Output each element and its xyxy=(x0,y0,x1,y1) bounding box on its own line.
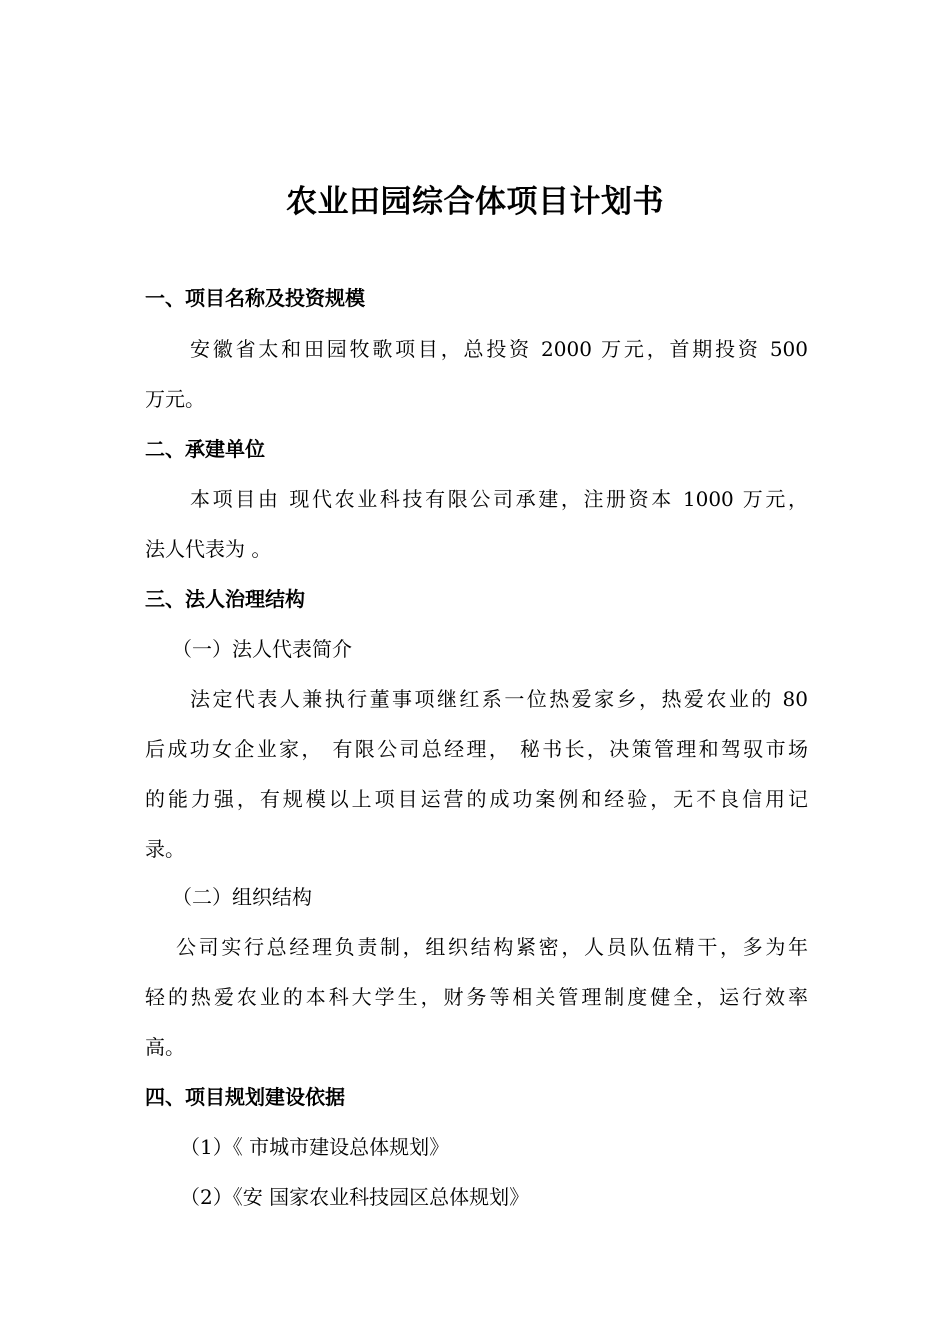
paragraph-organization-line: 轻的热爱农业的本科大学生，财务等相关管理制度健全，运行效率 xyxy=(145,985,808,1009)
paragraph-legal-rep-line: 的能力强，有规模以上项目运营的成功案例和经验，无不良信用记 xyxy=(145,787,808,811)
paragraph-investment-line: 安徽省太和田园牧歌项目，总投资 2000 万元，首期投资 500 xyxy=(190,337,808,361)
paragraph-legal-rep-line: 后成功女企业家， 有限公司总经理， 秘书长，决策管理和驾驭市场 xyxy=(145,737,808,761)
paragraph-investment-line: 万元。 xyxy=(145,387,205,411)
section-heading-governance: 三、法人治理结构 xyxy=(145,587,305,611)
section-heading-contractor: 二、承建单位 xyxy=(145,437,265,461)
section-heading-planning-basis: 四、项目规划建设依据 xyxy=(145,1085,345,1109)
section-heading-investment: 一、项目名称及投资规模 xyxy=(145,286,365,310)
paragraph-contractor-line: 法人代表为 。 xyxy=(145,537,272,561)
paragraph-contractor-line: 本项目由 现代农业科技有限公司承建，注册资本 1000 万元， xyxy=(190,487,808,511)
paragraph-organization-line: 高。 xyxy=(145,1035,185,1059)
paragraph-organization-line: 公司实行总经理负责制，组织结构紧密，人员队伍精干，多为年 xyxy=(176,935,808,959)
planning-basis-item: （2）《安 国家农业科技园区总体规划》 xyxy=(180,1185,530,1209)
paragraph-legal-rep-line: 法定代表人兼执行董事项继红系一位热爱家乡，热爱农业的 80 xyxy=(190,687,808,711)
subsection-heading-legal-rep: （一）法人代表简介 xyxy=(172,637,352,661)
document-title: 农业田园综合体项目计划书 xyxy=(286,184,664,220)
planning-basis-item: （1）《 市城市建设总体规划》 xyxy=(180,1135,450,1159)
subsection-heading-organization: （二）组织结构 xyxy=(172,885,312,909)
paragraph-legal-rep-line: 录。 xyxy=(145,837,185,861)
